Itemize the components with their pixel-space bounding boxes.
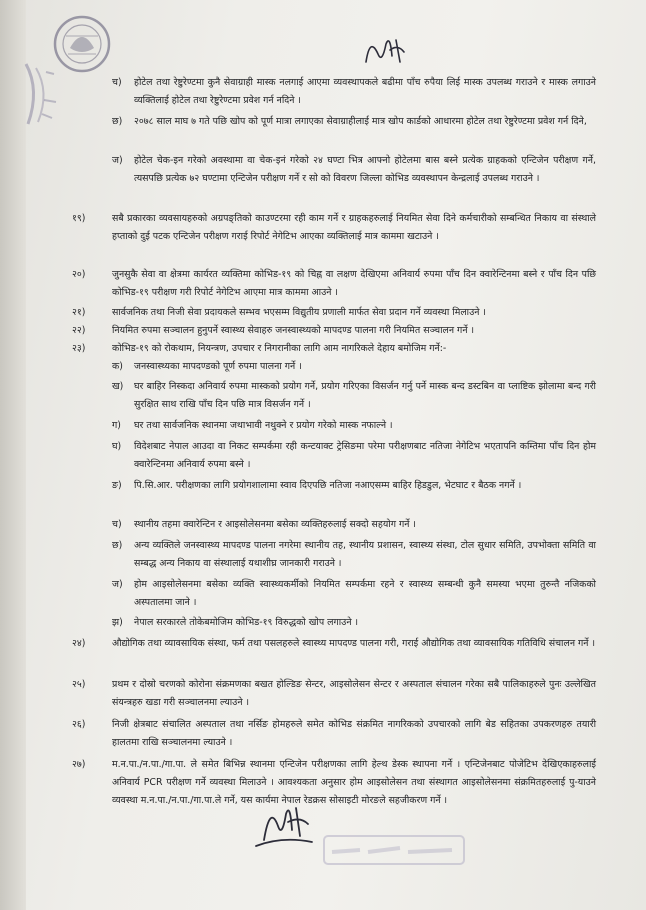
item-label: च) — [112, 77, 122, 88]
list-item — [0, 358, 646, 376]
item-text: निजी क्षेत्रबाट संचालित अस्पताल तथा नर्सिङ होमहरुले समेत कोभिड संक्रमित नागरिकको उपचारको लागि बेड सहितका उपकरणहरु तयारी हालतमा राखि सञ्चालनमा ल्याउने । — [112, 719, 596, 748]
item-text: होटेल चेक-इन गरेको अवस्थामा वा चेक-इनं गरेको २४ घण्टा भित्र आफ्नो होटेलमा बास बस्ने प्रत्येक ग्राहकको एन्टिजेन परीक्षण गर्ने, त्यसपछि प्रत्येक ७२ घण्टामा एन्टिजेन परीक्षण गर्ने र सो को विवरण जिल्ला कोभिड व्यवस्थापन केन्द्रलाई उपलब्ध गराउने । — [134, 155, 596, 184]
list-item — [0, 304, 646, 322]
item-text: जुनसुकै सेवा वा क्षेत्रमा कार्यरत व्यक्तिमा कोभिड-१९ को चिह्न वा लक्षण देखिएमा अनिवार्य रुपमा पाँच दिन क्वारेन्टिनमा बस्ने र पाँच दिन पछि कोभिड-१९ परीक्षण गरी रिपोर्ट नेगेटिभ आएमा मात्र काममा आउने । — [112, 269, 596, 298]
item-label: घ) — [112, 441, 122, 452]
item-number: २३) — [72, 343, 86, 354]
item-text: सबै प्रकारका व्यवसायहरुको अग्रपङ्तिको काउण्टरमा रही काम गर्ने र ग्राहकहरुलाई नियमित सेवा दिने कर्मचारीको सम्बन्धित निकाय वा संस्थाले हप्ताको दुई पटक एन्टिजेन परीक्षण गराई रिपोर्ट नेगेटिभ आएका व्यक्तिलाई मात्र काममा खटाउने । — [112, 213, 596, 242]
item-label: छ) — [112, 116, 123, 127]
list-item — [0, 322, 646, 340]
item-number: २४) — [72, 638, 86, 649]
list-item — [0, 340, 646, 358]
list-item — [0, 113, 646, 149]
item-label: छ) — [112, 540, 123, 551]
list-item — [0, 477, 646, 513]
list-item — [0, 152, 646, 206]
item-text: स्थानीय तहमा क्वारेन्टिन र आइसोलेसनमा बसेका व्यक्तिहरुलाई सक्दो सहयोग गर्ने । — [134, 519, 416, 530]
item-label: क) — [112, 361, 123, 372]
item-text: प्रथम र दोस्रो चरणको कोरोना संक्रमणका बखत होल्डिङ सेन्टर, आइसोलेसन सेन्टर र अस्पताल संचालन गरेका सबै पालिकाहरुले पुनः उल्लेखित संयन्त्रहरु खडा गरी सञ्चालनमा ल्याउने । — [112, 679, 596, 708]
list-item — [0, 576, 646, 612]
list-item — [0, 266, 646, 302]
list-item — [0, 378, 646, 414]
signature-top — [360, 32, 408, 70]
item-text: होम आइसोलेसनमा बसेका व्यक्ति स्वास्थ्यकर्मीको नियमित सम्पर्कमा रहने र स्वास्थ्य सम्बन्धी कुनै समस्या भएमा तुरुन्तै नजिकको अस्पतालमा जाने । — [134, 579, 596, 608]
item-number: २६) — [72, 719, 86, 730]
item-number: २५) — [72, 679, 86, 690]
list-item — [0, 210, 646, 264]
list-item — [0, 74, 646, 110]
list-item — [0, 614, 646, 632]
item-label: ज) — [112, 155, 123, 166]
item-text: घर बाहिर निस्कदा अनिवार्य रुपमा मास्कको प्रयोग गर्ने, प्रयोग गरिएका विसर्जन गर्नु पर्ने मास्क बन्द डस्टबिन वा प्लाष्टिक झोलामा बन्द गरी सुरक्षित साथ राखि पाँच दिन पछि मात्र विसर्जन गर्ने । — [134, 381, 596, 410]
item-number: २२) — [72, 325, 86, 336]
item-label: ग) — [112, 420, 121, 431]
item-text: औद्योगिक तथा व्यावसायिक संस्था, फर्म तथा पसलहरुले स्वास्थ्य मापदण्ड पालना गरी, गराई औद्योगिक तथा व्यावसायिक गतिविधि संचालन गर्ने । — [112, 638, 596, 649]
item-text: होटेल तथा रेष्टुरेण्टमा कुनै सेवाग्राही मास्क नलगाई आएमा व्यवस्थापकले बढीमा पाँच रुपैया लिई मास्क उपलब्ध गराउने र मास्क लगाउने व्यक्तिलाई होटेल तथा रेष्टुरेण्टमा प्रवेश गर्न नदिने । — [134, 77, 596, 106]
item-label: च) — [112, 519, 122, 530]
list-item — [0, 756, 646, 828]
faint-office-stamp — [320, 830, 470, 870]
item-text: म.न.पा./न.पा./गा.पा. ले समेत बिभिन्न स्थानमा एन्टिजेन परीक्षणका लागि हेल्थ डेस्क स्थापना गर्ने । एन्टिजेनबाट पोजेटिभ देखिएकाहरुलाई अनिवार्य PCR परीक्षण गर्ने व्यवस्था मिलाउने । आवश्यकता अनुसार होम आइसोलेसन तथा संस्थागत आइसोलेसनमा संक्रमितहरुलाई पु-याउने व्यवस्था म.न.पा./न.पा./गा.पा.ले गर्ने, यस कार्यमा नेपाल रेडक्रस सोसाइटी मोरङले सहजीकरण गर्ने । — [112, 759, 596, 806]
item-text: २०७८ साल माघ ७ गते पछि खोप को पूर्ण मात्रा लगाएका सेवाग्राहीलाई मात्र खोप कार्डको आधारमा होटेल तथा रेष्टुरेण्टमा प्रवेश गर्न दिने, — [134, 116, 587, 127]
item-number: २१) — [72, 307, 86, 318]
item-text: नियमित रुपमा सञ्चालन हुनुपर्ने स्वास्थ्य सेवाहरु जनस्वास्थ्यको मापदण्ड पालना गरी नियमित सञ्चालन गर्ने । — [112, 325, 475, 336]
item-text: जनस्वास्थ्यका मापदण्डको पूर्ण रुपमा पालना गर्ने । — [134, 361, 302, 372]
item-number: २०) — [72, 269, 86, 280]
list-item — [0, 635, 646, 671]
item-label: झ) — [112, 617, 123, 628]
item-label: ङ) — [112, 480, 122, 491]
list-item — [0, 417, 646, 435]
list-item — [0, 716, 646, 752]
item-label: ख) — [112, 381, 124, 392]
item-text: अन्य व्यक्तिले जनस्वास्थ्य मापदण्ड पालना नगरेमा स्थानीय तह, स्थानीय प्रशासन, स्वास्थ्य संस्था, टोल सुधार समिति, उपभोक्ता समिति वा सम्बद्ध अन्य निकाय वा संस्थालाई यथाशीघ्र जानकारी गराउने । — [134, 540, 596, 569]
item-text: विदेशबाट नेपाल आउदा वा निकट सम्पर्कमा रही कन्टयाक्ट ट्रेसिङमा परेमा परीक्षणबाट नतिजा नेगेटिभ भएतापनि कम्तिमा पाँच दिन होम क्वारेन्टिनमा अनिवार्य रुपमा बस्ने । — [134, 441, 596, 470]
item-text: पि.सि.आर. परीक्षणका लागि प्रयोगशालामा स्वाव दिएपछि नतिजा नआएसम्म बाहिर हिडडुल, भेटघाट र बैठक नगर्ने । — [134, 480, 522, 491]
list-item — [0, 516, 646, 534]
government-seal-stamp — [52, 14, 112, 74]
list-item — [0, 537, 646, 573]
list-item — [0, 676, 646, 712]
item-number: १९) — [72, 213, 86, 224]
list-item — [0, 438, 646, 474]
item-number: २७) — [72, 759, 86, 770]
item-text: सार्वजनिक तथा निजी सेवा प्रदायकले सम्भव भएसम्म विद्युतीय प्रणाली मार्फत सेवा प्रदान गर्ने व्यवस्था मिलाउने । — [112, 307, 486, 318]
item-text: नेपाल सरकारले तोकेबमोजिम कोभिड-१९ विरुद्धको खोप लगाउने । — [134, 617, 359, 628]
item-text: घर तथा सार्वजनिक स्थानमा जथाभावी नथुक्ने र प्रयोग गरेको मास्क नफाल्ने । — [134, 420, 393, 431]
item-text: कोभिड-१९ को रोकथाम, नियन्त्रण, उपचार र निगरानीका लागि आम नागरिकले देहाय बमोजिम गर्ने:- — [112, 343, 447, 354]
item-label: ज) — [112, 579, 123, 590]
